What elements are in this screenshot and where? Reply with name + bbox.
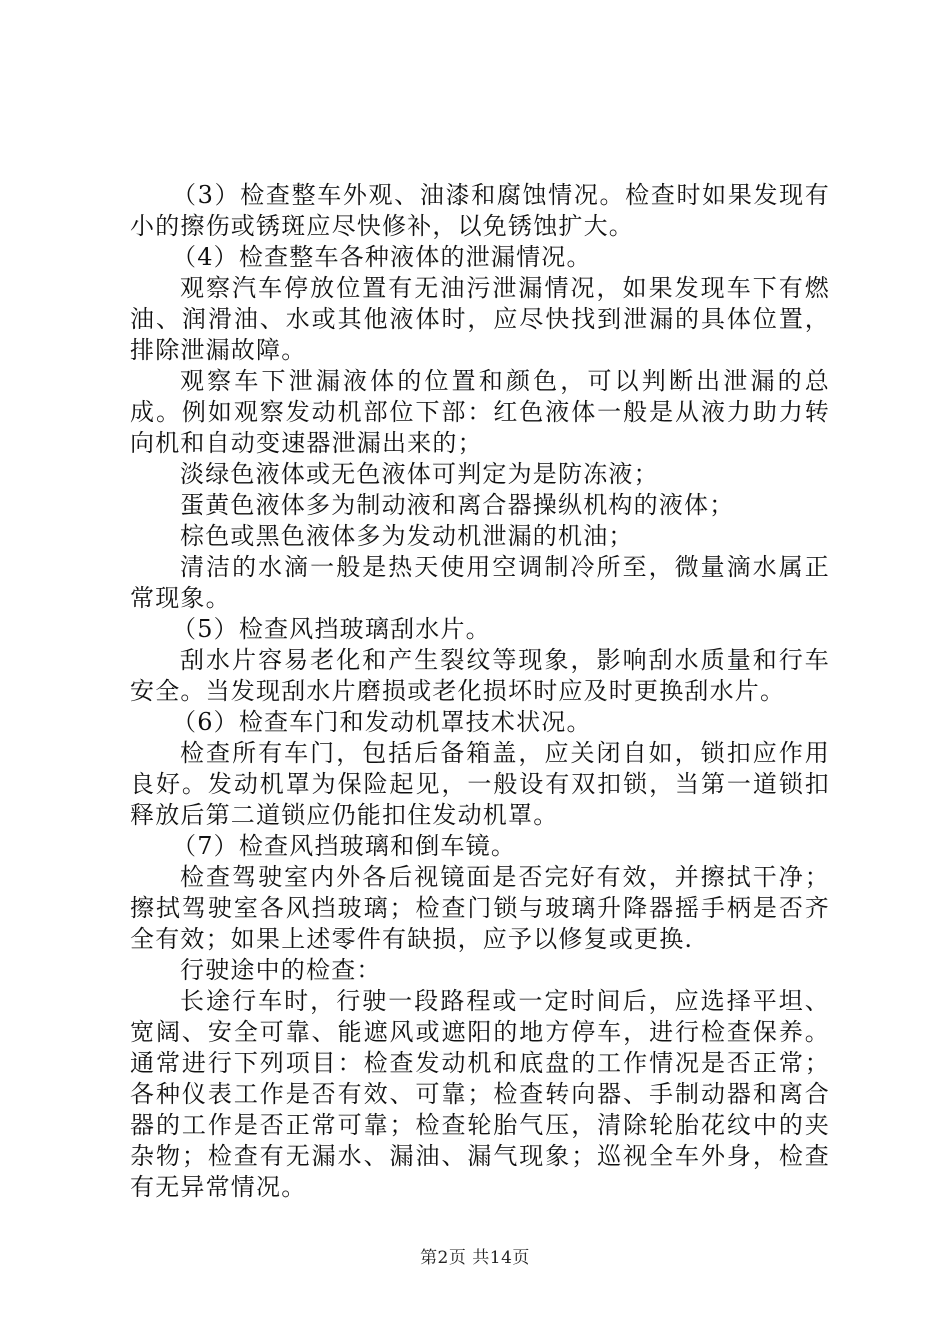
heading-3-exterior-check: （3）检查整车外观、油漆和腐蚀情况。检查时如果发现有小的擦伤或锈斑应尽快修补，以免锈蚀扩大。 <box>130 181 830 240</box>
paragraph-brown-black-fluid: 棕色或黑色液体多为发动机泄漏的机油； <box>180 522 634 550</box>
paragraph-clear-water: 清洁的水滴一般是热天使用空调制冷所至，微量滴水属正常现象。 <box>130 553 830 612</box>
page-number-footer: 第2页 共14页 <box>420 1248 530 1268</box>
document-body <box>130 180 830 1203</box>
heading-4-fluid-leak-check: （4）检查整车各种液体的泄漏情况。 <box>172 243 592 271</box>
heading-en-route-check: 行驶途中的检查： <box>180 956 382 984</box>
paragraph-green-fluid: 淡绿色液体或无色液体可判定为是防冻液； <box>180 460 659 488</box>
paragraph-leak-color-location: 观察车下泄漏液体的位置和颜色，可以判断出泄漏的总成。例如观察发动机部位下部：红色液体一般是从液力助力转向机和自动变速器泄漏出来的； <box>130 367 830 457</box>
heading-5-wiper-check: （5）检查风挡玻璃刮水片。 <box>172 615 491 643</box>
paragraph-wiper-aging: 刮水片容易老化和产生裂纹等现象，影响刮水质量和行车安全。当发现刮水片磨损或老化损坏时应及时更换刮水片。 <box>130 646 830 705</box>
paragraph-mirror-details: 检查驾驶室内外各后视镜面是否完好有效，并擦拭干净；擦拭驾驶室各风挡玻璃；检查门锁与玻璃升降器摇手柄是否齐全有效；如果上述零件有缺损，应予以修复或更换. <box>130 863 830 953</box>
heading-6-door-hood-check: （6）检查车门和发动机罩技术状况。 <box>172 708 592 736</box>
paragraph-door-hood-details: 检查所有车门，包括后备箱盖，应关闭自如，锁扣应作用良好。发动机罩为保险起见，一般设有双扣锁，当第一道锁扣释放后第二道锁应仍能扣住发动机罩。 <box>130 739 830 829</box>
heading-7-glass-mirror-check: （7）检查风挡玻璃和倒车镜。 <box>172 832 517 860</box>
paragraph-long-trip-check: 长途行车时，行驶一段路程或一定时间后，应选择平坦、宽阔、安全可靠、能遮风或遮阳的地方停车，进行检查保养。通常进行下列项目：检查发动机和底盘的工作情况是否正常；各种仪表工作是否有效、可靠；检查转向器、手制动器和离合器的工作是否正常可靠；检查轮胎气压，清除轮胎花纹中的夹杂物；检查有无漏水、漏油、漏气现象；巡视全车外身，检查有无异常情况。 <box>130 987 830 1201</box>
paragraph-yellow-fluid: 蛋黄色液体多为制动液和离合器操纵机构的液体； <box>180 491 735 519</box>
paragraph-observe-parking-spot: 观察汽车停放位置有无油污泄漏情况，如果发现车下有燃油、润滑油、水或其他液体时，应尽快找到泄漏的具体位置，排除泄漏故障。 <box>130 274 830 364</box>
